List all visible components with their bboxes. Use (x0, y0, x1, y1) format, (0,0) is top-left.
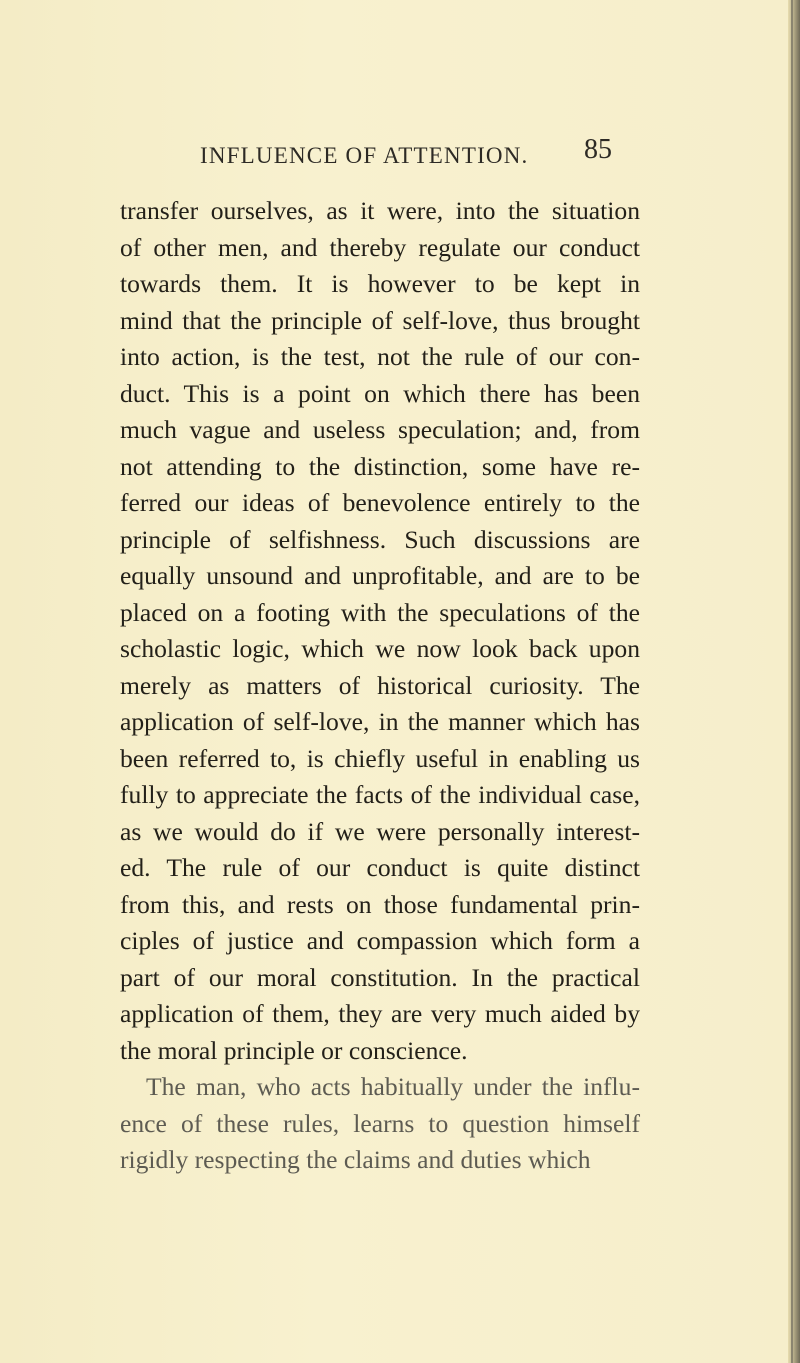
text-line: of other men, and thereby regulate our conduct (120, 232, 640, 262)
text-line: much vague and useless speculation; and, from (120, 415, 640, 444)
page-edge-line (791, 0, 793, 1363)
text-line: duct. This is a point on which there has been (120, 378, 640, 408)
text-line: ferred our ideas of benevolence entirely to the (120, 488, 640, 517)
running-header (190, 134, 650, 170)
text-line: from this, and rests on those fundamental prin- (120, 889, 640, 919)
text-line: rigidly respecting the claims and duties which (120, 1145, 591, 1174)
text-line: placed on a footing with the speculations of the (120, 597, 640, 627)
text-line: principle of selfishness. Such discussions are (120, 524, 640, 554)
text-line: ed. The rule of our conduct is quite distinct (120, 853, 640, 882)
text-line: transfer ourselves, as it were, into the situation (120, 196, 640, 225)
running-head-title: INFLUENCE OF ATTENTION. (200, 143, 529, 168)
text-line: the moral principle or conscience. (120, 1035, 468, 1065)
body-text (120, 193, 640, 1179)
text-line: towards them. It is however to be kept in (120, 269, 640, 298)
text-line: been referred to, is chiefly useful in enabling us (120, 743, 640, 773)
text-line: equally unsound and unprofitable, and are to be (120, 561, 640, 590)
text-line: ence of these rules, learns to question himself (120, 1108, 640, 1138)
text-line: mind that the principle of self-love, thus brought (120, 305, 640, 335)
text-line: not attending to the distinction, some have re- (120, 451, 640, 481)
text-line: The man, who acts habitually under the influ- (146, 1072, 640, 1101)
text-line: scholastic logic, which we now look back upon (120, 634, 640, 663)
page-number: 85 (584, 134, 612, 165)
text-line: merely as matters of historical curiosity. The (120, 670, 640, 700)
text-line: as we would do if we were personally interest- (120, 816, 640, 846)
text-line: part of our moral constitution. In the practical (120, 962, 640, 992)
text-line: ciples of justice and compassion which form a (120, 926, 640, 955)
text-line: application of self-love, in the manner which has (120, 707, 640, 736)
text-line: into action, is the test, not the rule of our con- (120, 342, 640, 371)
text-line: application of them, they are very much aided by (120, 999, 640, 1028)
page-edge (788, 0, 800, 1363)
text-line: fully to appreciate the facts of the individual case, (120, 780, 640, 809)
